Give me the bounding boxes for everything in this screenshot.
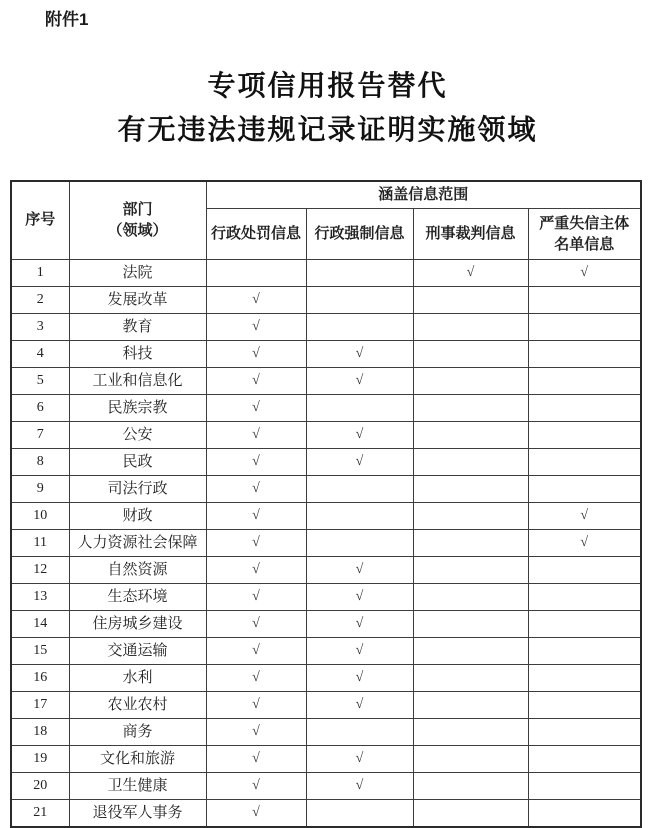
check-mark-cell: √ (306, 583, 413, 610)
empty-cell (413, 394, 528, 421)
empty-cell (528, 421, 641, 448)
check-mark-cell: √ (306, 556, 413, 583)
row-number: 15 (11, 637, 69, 664)
check-mark-cell: √ (206, 610, 306, 637)
document-title-line2: 有无违法违规记录证明实施领域 (117, 115, 538, 146)
check-mark-cell: √ (306, 637, 413, 664)
empty-cell (306, 286, 413, 313)
department-name: 商务 (69, 718, 206, 745)
check-mark-cell: √ (528, 259, 641, 286)
table-row (11, 772, 641, 799)
table-row (11, 556, 641, 583)
document-title-line1: 专项信用报告替代 (207, 71, 448, 102)
coverage-table (10, 180, 642, 828)
check-mark-cell: √ (206, 529, 306, 556)
check-mark-cell: √ (206, 718, 306, 745)
empty-cell (413, 637, 528, 664)
empty-cell (413, 610, 528, 637)
row-number: 1 (11, 259, 69, 286)
empty-cell (528, 313, 641, 340)
check-mark-cell: √ (206, 772, 306, 799)
row-number: 7 (11, 421, 69, 448)
check-mark-cell: √ (306, 610, 413, 637)
department-name: 财政 (69, 502, 206, 529)
empty-cell (306, 394, 413, 421)
check-mark-cell: √ (306, 691, 413, 718)
empty-cell (306, 529, 413, 556)
check-mark-cell: √ (206, 502, 306, 529)
check-mark-cell: √ (206, 556, 306, 583)
table-row (11, 583, 641, 610)
department-name: 住房城乡建设 (69, 610, 206, 637)
row-number: 19 (11, 745, 69, 772)
row-number: 14 (11, 610, 69, 637)
table-row (11, 637, 641, 664)
row-number: 21 (11, 799, 69, 827)
row-number: 2 (11, 286, 69, 313)
table-row (11, 691, 641, 718)
empty-cell (413, 313, 528, 340)
check-mark-cell: √ (206, 340, 306, 367)
table-row (11, 664, 641, 691)
empty-cell (528, 394, 641, 421)
check-mark-cell: √ (528, 529, 641, 556)
empty-cell (413, 691, 528, 718)
attachment-label: 附件1 (45, 10, 89, 29)
row-number: 17 (11, 691, 69, 718)
header-department-line1: 部门 (122, 201, 153, 219)
empty-cell (528, 691, 641, 718)
table-row (11, 394, 641, 421)
row-number: 18 (11, 718, 69, 745)
check-mark-cell: √ (306, 448, 413, 475)
department-name: 科技 (69, 340, 206, 367)
empty-cell (413, 286, 528, 313)
header-admin-penalty: 行政处罚信息 (206, 208, 306, 259)
department-name: 交通运输 (69, 637, 206, 664)
empty-cell (306, 799, 413, 827)
header-department-line2: （领域） (107, 222, 168, 240)
empty-cell (528, 718, 641, 745)
check-mark-cell: √ (528, 502, 641, 529)
table-row (11, 286, 641, 313)
empty-cell (306, 313, 413, 340)
check-mark-cell: √ (206, 583, 306, 610)
table-row (11, 448, 641, 475)
table-header (11, 181, 641, 259)
header-department (69, 181, 206, 259)
header-admin-coercion: 行政强制信息 (306, 208, 413, 259)
table-row (11, 475, 641, 502)
empty-cell (528, 583, 641, 610)
row-number: 4 (11, 340, 69, 367)
row-number: 20 (11, 772, 69, 799)
department-name: 退役军人事务 (69, 799, 206, 827)
empty-cell (413, 745, 528, 772)
header-dishonest-list-line1: 严重失信主体 (539, 214, 630, 232)
header-criminal-judgment: 刑事裁判信息 (413, 208, 528, 259)
empty-cell (306, 502, 413, 529)
row-number: 12 (11, 556, 69, 583)
department-name: 人力资源社会保障 (69, 529, 206, 556)
table-row (11, 259, 641, 286)
table-row (11, 313, 641, 340)
header-no: 序号 (11, 181, 69, 259)
empty-cell (306, 259, 413, 286)
row-number: 13 (11, 583, 69, 610)
empty-cell (528, 637, 641, 664)
check-mark-cell: √ (306, 340, 413, 367)
row-number: 3 (11, 313, 69, 340)
empty-cell (528, 745, 641, 772)
department-name: 教育 (69, 313, 206, 340)
empty-cell (528, 475, 641, 502)
empty-cell (413, 718, 528, 745)
check-mark-cell: √ (306, 664, 413, 691)
row-number: 8 (11, 448, 69, 475)
row-number: 5 (11, 367, 69, 394)
table-row (11, 529, 641, 556)
empty-cell (528, 799, 641, 827)
table-row (11, 340, 641, 367)
check-mark-cell: √ (206, 448, 306, 475)
row-number: 11 (11, 529, 69, 556)
row-number: 16 (11, 664, 69, 691)
department-name: 卫生健康 (69, 772, 206, 799)
check-mark-cell: √ (206, 637, 306, 664)
empty-cell (306, 475, 413, 502)
check-mark-cell: √ (206, 745, 306, 772)
empty-cell (413, 799, 528, 827)
table-row (11, 799, 641, 827)
department-name: 法院 (69, 259, 206, 286)
header-dishonest-list (528, 208, 641, 259)
empty-cell (528, 772, 641, 799)
table-body (11, 259, 641, 827)
empty-cell (413, 367, 528, 394)
department-name: 民政 (69, 448, 206, 475)
check-mark-cell: √ (206, 475, 306, 502)
department-name: 公安 (69, 421, 206, 448)
header-coverage-group: 涵盖信息范围 (206, 181, 641, 208)
empty-cell (306, 718, 413, 745)
check-mark-cell: √ (206, 664, 306, 691)
table-row (11, 421, 641, 448)
check-mark-cell: √ (306, 772, 413, 799)
check-mark-cell: √ (206, 799, 306, 827)
empty-cell (528, 556, 641, 583)
empty-cell (528, 448, 641, 475)
table-row (11, 718, 641, 745)
check-mark-cell: √ (413, 259, 528, 286)
table-row (11, 745, 641, 772)
check-mark-cell: √ (306, 745, 413, 772)
department-name: 水利 (69, 664, 206, 691)
department-name: 自然资源 (69, 556, 206, 583)
row-number: 10 (11, 502, 69, 529)
department-name: 工业和信息化 (69, 367, 206, 394)
empty-cell (413, 556, 528, 583)
empty-cell (413, 583, 528, 610)
empty-cell (528, 610, 641, 637)
check-mark-cell: √ (206, 691, 306, 718)
check-mark-cell: √ (206, 394, 306, 421)
empty-cell (413, 421, 528, 448)
department-name: 文化和旅游 (69, 745, 206, 772)
empty-cell (413, 475, 528, 502)
table-row (11, 502, 641, 529)
empty-cell (528, 664, 641, 691)
department-name: 生态环境 (69, 583, 206, 610)
header-dishonest-list-line2: 名单信息 (554, 235, 615, 253)
department-name: 民族宗教 (69, 394, 206, 421)
empty-cell (528, 367, 641, 394)
empty-cell (413, 502, 528, 529)
row-number: 6 (11, 394, 69, 421)
empty-cell (206, 259, 306, 286)
check-mark-cell: √ (206, 367, 306, 394)
empty-cell (413, 340, 528, 367)
empty-cell (413, 664, 528, 691)
empty-cell (413, 448, 528, 475)
check-mark-cell: √ (206, 313, 306, 340)
department-name: 发展改革 (69, 286, 206, 313)
department-name: 司法行政 (69, 475, 206, 502)
check-mark-cell: √ (306, 421, 413, 448)
row-number: 9 (11, 475, 69, 502)
table-row (11, 610, 641, 637)
empty-cell (528, 286, 641, 313)
empty-cell (528, 340, 641, 367)
check-mark-cell: √ (306, 367, 413, 394)
table-row (11, 367, 641, 394)
document-title (0, 65, 655, 153)
check-mark-cell: √ (206, 421, 306, 448)
check-mark-cell: √ (206, 286, 306, 313)
department-name: 农业农村 (69, 691, 206, 718)
empty-cell (413, 529, 528, 556)
empty-cell (413, 772, 528, 799)
